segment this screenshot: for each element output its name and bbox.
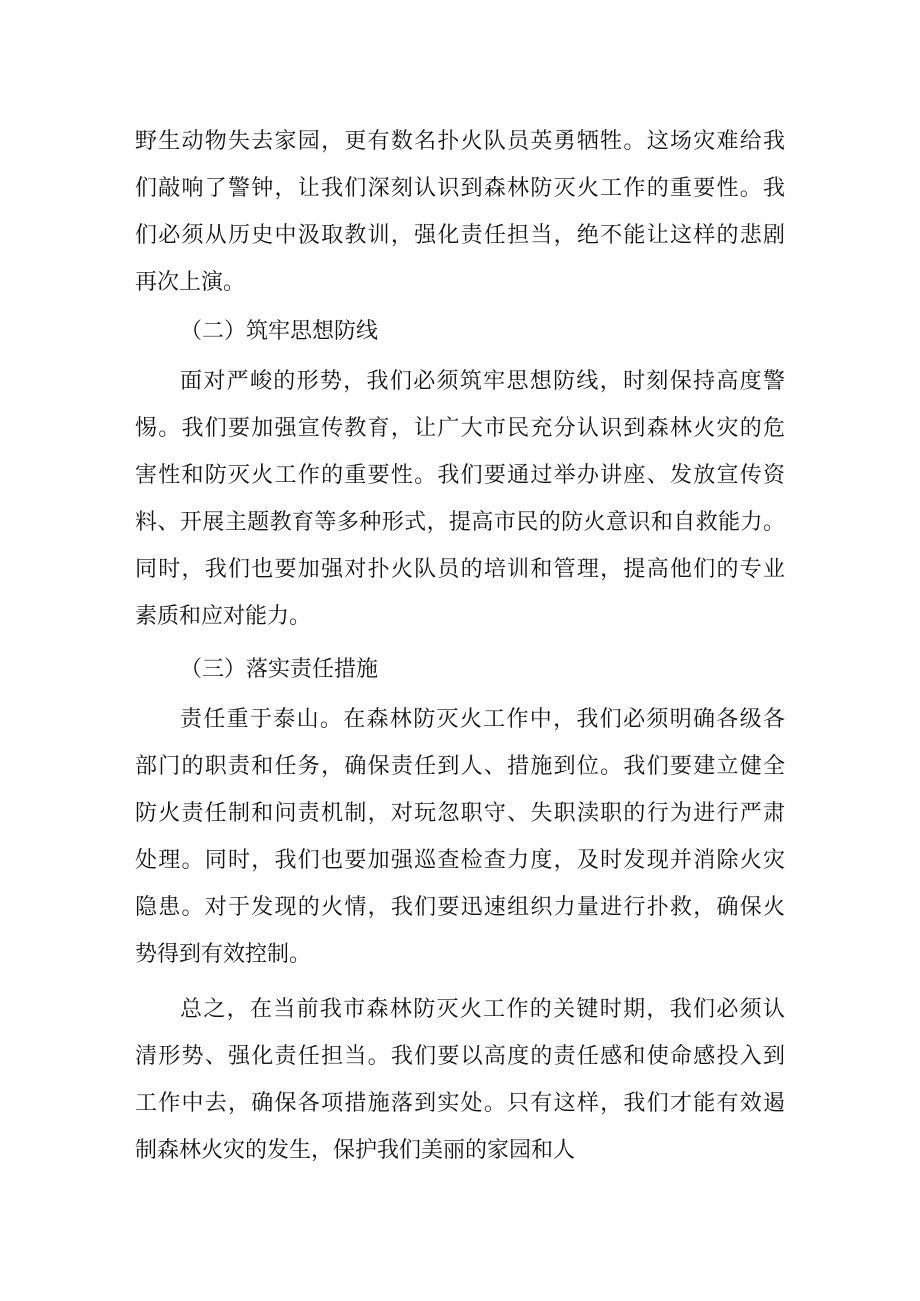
paragraph-4-line-4: 制森林火灾的发生，保护我们美丽的家园和人 (135, 1138, 576, 1163)
paragraph-1-line-3: 们必须从历史中汲取教训，强化责任担当，绝不能让这样的悲剧 (135, 223, 785, 248)
paragraph-3-line-3: 防火责任制和问责机制，对玩忽职守、失职渎职的行为进行严肃 (135, 801, 785, 826)
paragraph-2-line-6: 素质和应对能力。 (135, 604, 312, 629)
paragraph-4-line-3: 工作中去，确保各项措施落到实处。只有这样，我们才能有效遏 (135, 1091, 785, 1116)
paragraph-2-line-5: 同时，我们也要加强对扑火队员的培训和管理，提高他们的专业 (135, 557, 785, 582)
paragraph-3-line-2: 部门的职责和任务，确保责任到人、措施到位。我们要建立健全 (135, 754, 785, 779)
paragraph-2-line-2: 惕。我们要加强宣传教育，让广大市民充分认识到森林火灾的危 (135, 416, 785, 441)
section-heading-3: （三）落实责任措施 (180, 657, 379, 682)
paragraph-1-line-2: 们敲响了警钟，让我们深刻认识到森林防灭火工作的重要性。我 (135, 176, 785, 201)
paragraph-1-line-4: 再次上演。 (135, 270, 246, 295)
paragraph-2-line-4: 料、开展主题教育等多种形式，提高市民的防火意识和自救能力。 (135, 510, 785, 535)
paragraph-2-line-3: 害性和防灭火工作的重要性。我们要通过举办讲座、发放宣传资 (135, 463, 785, 488)
paragraph-3-line-6: 势得到有效控制。 (135, 942, 312, 967)
paragraph-1-line-1: 野生动物失去家园，更有数名扑火队员英勇牺牲。这场灾难给我 (135, 129, 785, 154)
paragraph-3-line-4: 处理。同时，我们也要加强巡查检查力度，及时发现并消除火灾 (135, 848, 785, 873)
paragraph-2-line-1: 面对严峻的形势，我们必须筑牢思想防线，时刻保持高度警 (180, 369, 785, 394)
paragraph-4-line-2: 清形势、强化责任担当。我们要以高度的责任感和使命感投入到 (135, 1044, 785, 1069)
paragraph-4-line-1: 总之，在当前我市森林防灭火工作的关键时期，我们必须认 (180, 997, 785, 1022)
section-heading-2: （二）筑牢思想防线 (180, 319, 379, 344)
paragraph-3-line-5: 隐患。对于发现的火情，我们要迅速组织力量进行扑救，确保火 (135, 895, 785, 920)
paragraph-3-line-1: 责任重于泰山。在森林防灭火工作中，我们必须明确各级各 (180, 707, 785, 732)
